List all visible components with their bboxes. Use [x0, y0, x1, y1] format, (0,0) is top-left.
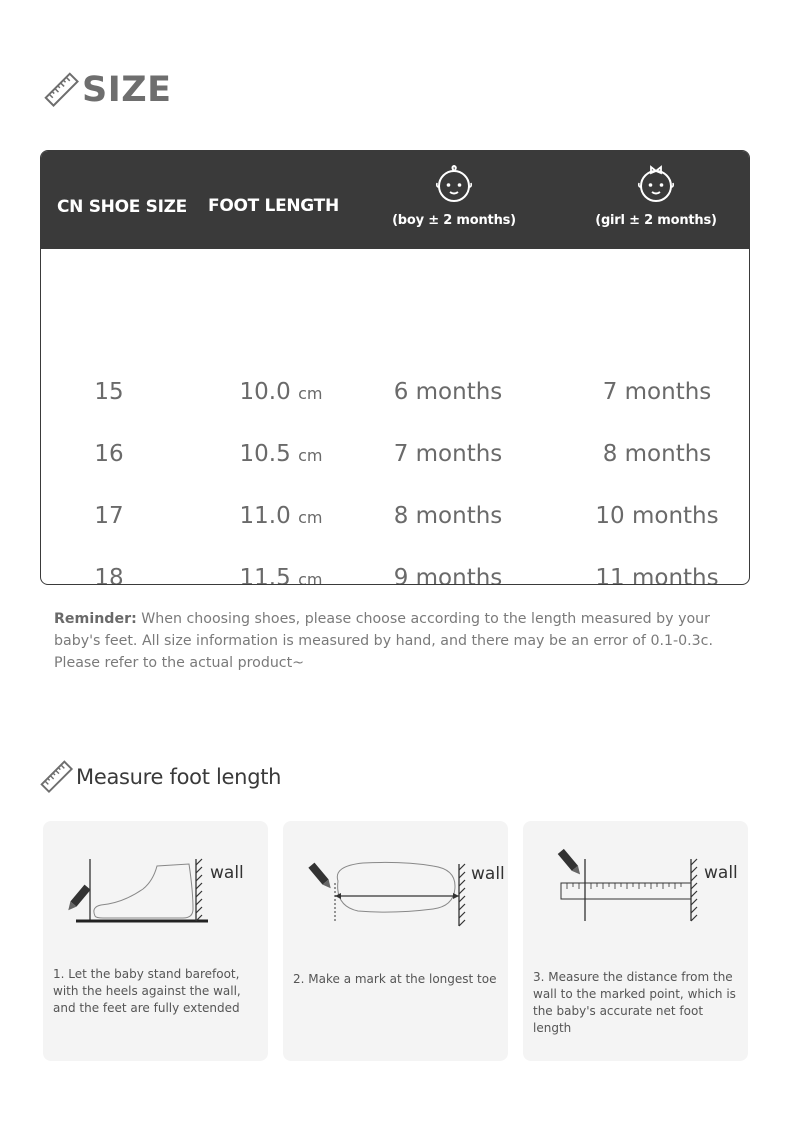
size-table — [40, 150, 750, 585]
length-unit: cm — [298, 384, 323, 403]
baby-girl-face-icon — [634, 165, 678, 203]
cell-boy-age: 8 months — [393, 503, 503, 529]
step-2-text: 2. Make a mark at the longest toe — [293, 972, 497, 986]
step-card-2 — [283, 821, 508, 1061]
table-header — [41, 151, 749, 249]
length-unit: cm — [298, 570, 323, 585]
ruler-icon — [44, 72, 80, 108]
size-title: SIZE — [82, 70, 172, 110]
cell-size: 16 — [94, 441, 124, 467]
cell-boy-age: 7 months — [393, 441, 503, 467]
table-row — [41, 361, 750, 423]
length-value: 10.0 — [239, 379, 291, 405]
cell-girl-age: 8 months — [602, 441, 712, 467]
cell-size: 18 — [94, 565, 124, 585]
step-card-1 — [43, 821, 268, 1061]
header-girl-age — [576, 165, 736, 228]
header-shoe-size: CN SHOE SIZE — [57, 197, 187, 217]
cell-size: 15 — [94, 379, 124, 405]
reminder-text: When choosing shoes, please choose according to the length measured by your baby's feet. All size information is measured by hand, and there may be an error of 0.1-0.3c. Please refer to the actual product~ — [54, 611, 713, 671]
measure-title: Measure foot length — [76, 765, 282, 789]
cell-length — [216, 485, 346, 549]
cell-boy-age: 9 months — [393, 565, 503, 585]
boy-age-label: (boy ± 2 months) — [392, 213, 516, 228]
cell-girl-age: 11 months — [595, 565, 719, 585]
wall-label: wall — [471, 864, 505, 884]
step-3-text: 3. Measure the distance from the wall to the marked point, which is the baby's accurate net foot length — [533, 970, 736, 1035]
wall-label: wall — [210, 863, 244, 883]
reminder-label: Reminder: — [54, 611, 137, 627]
length-unit: cm — [298, 508, 323, 527]
mark-toe-illustration — [283, 821, 508, 951]
girl-age-label: (girl ± 2 months) — [595, 213, 717, 228]
step-1-text: 1. Let the baby stand barefoot, with the heels against the wall, and the feet are fully extended — [53, 967, 241, 1015]
length-value: 11.5 — [239, 565, 291, 585]
measure-distance-illustration — [523, 821, 748, 951]
size-heading — [44, 70, 172, 110]
header-foot-length: FOOT LENGTH — [208, 196, 339, 216]
length-value: 10.5 — [239, 441, 291, 467]
cell-size: 17 — [94, 503, 124, 529]
cell-length — [216, 361, 346, 425]
step-card-3 — [523, 821, 748, 1061]
ruler-icon — [40, 760, 74, 794]
length-unit: cm — [298, 446, 323, 465]
length-value: 11.0 — [239, 503, 291, 529]
header-boy-age — [374, 165, 534, 228]
baby-boy-face-icon — [434, 165, 474, 203]
cell-length — [216, 423, 346, 487]
table-row — [41, 423, 750, 485]
cell-length — [216, 547, 346, 585]
measure-heading — [40, 760, 281, 794]
cell-girl-age: 10 months — [595, 503, 719, 529]
table-row — [41, 485, 750, 547]
cell-girl-age: 7 months — [602, 379, 712, 405]
table-row — [41, 547, 750, 585]
cell-boy-age: 6 months — [393, 379, 503, 405]
wall-label: wall — [704, 863, 738, 883]
reminder-note — [54, 608, 744, 674]
foot-against-wall-illustration — [43, 821, 268, 951]
